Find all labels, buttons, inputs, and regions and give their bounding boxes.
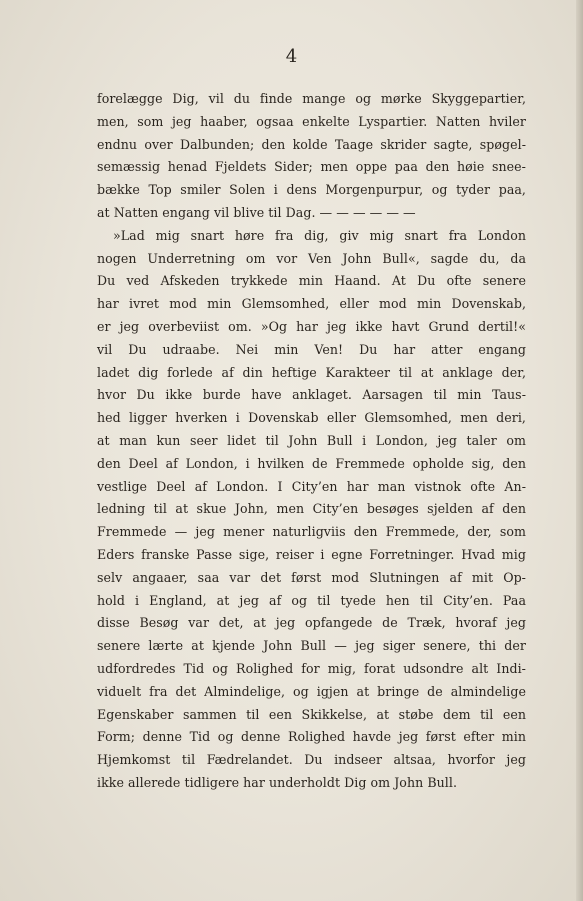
text-line: ladet dig forlede af din heftige Karakteer til at anklage der, — [97, 364, 526, 380]
text-line: endnu over Dalbunden; den kolde Taage skrider sagte, spøgel- — [97, 136, 526, 152]
text-line: Eders franske Passe sige, reiser i egne Forretninger. Hvad mig — [97, 546, 526, 562]
text-line: har ivret mod min Glemsomhed, eller mod min Dovenskab, — [97, 296, 526, 312]
text-line: Hjemkomst til Fædrelandet. Du indseer altsaa, hvorfor jeg — [97, 752, 526, 768]
text-line: udfordredes Tid og Rolighed for mig, forat udsondre alt Indi- — [97, 660, 526, 676]
text-line: viduelt fra det Almindelige, og igjen at bringe de almindelige — [97, 683, 526, 699]
text-line: Form; denne Tid og denne Rolighed havde jeg først efter min — [97, 729, 526, 745]
text-line: ikke allerede tidligere har underholdt Dig om John Bull. — [97, 774, 457, 790]
text-line: selv angaaer, saa var det først mod Slutningen af mit Op- — [97, 569, 526, 585]
text-line: den Deel af London, i hvilken de Fremmede opholde sig, den — [97, 455, 526, 471]
text-line: Egenskaber sammen til een Skikkelse, at støbe dem til een — [97, 706, 526, 722]
text-line: Du ved Afskeden trykkede min Haand. At Du ofte senere — [97, 273, 526, 289]
text-line: nogen Underretning om vor Ven John Bull«, sagde du, da — [97, 250, 526, 266]
text-line: bække Top smiler Solen i dens Morgenpurpur, og tyder paa, — [97, 182, 526, 198]
text-line: Fremmede — jeg mener naturligviis den Fremmede, der, som — [97, 524, 526, 540]
page-edge — [576, 0, 583, 901]
text-line: hvor Du ikke burde have anklaget. Aarsagen til min Taus- — [97, 387, 526, 403]
text-line: senere lærte at kjende John Bull — jeg siger senere, thi der — [97, 638, 526, 654]
text-line: vestlige Deel af London. I City’en har man vistnok ofte An- — [97, 478, 526, 494]
body-text — [97, 88, 526, 795]
text-line: at Natten engang vil blive til Dag. — — — — — — — [97, 204, 416, 220]
text-line: men, som jeg haaber, ogsaa enkelte Lyspartier. Natten hviler — [97, 113, 526, 129]
text-line: at man kun seer lidet til John Bull i London, jeg taler om — [97, 432, 526, 448]
text-line: hold i England, at jeg af og til tyede hen til City’en. Paa — [97, 592, 526, 608]
page-number: 4 — [285, 46, 298, 67]
text-line: er jeg overbeviist om. »Og har jeg ikke havt Grund dertil!« — [97, 318, 526, 334]
text-line: hed ligger hverken i Dovenskab eller Glemsomhed, men deri, — [97, 410, 526, 426]
text-line: disse Besøg var det, at jeg opfangede de Træk, hvoraf jeg — [97, 615, 526, 631]
text-line: »Lad mig snart høre fra dig, giv mig snart fra London — [113, 227, 526, 243]
text-line: ledning til at skue John, men City’en besøges sjelden af den — [97, 501, 526, 517]
text-line: vil Du udraabe. Nei min Ven! Du har atter engang — [97, 341, 526, 357]
text-line: semæssig henad Fjeldets Sider; men oppe paa den høie snee- — [97, 159, 526, 175]
text-line: forelægge Dig, vil du finde mange og mørke Skyggepartier, — [97, 91, 526, 106]
